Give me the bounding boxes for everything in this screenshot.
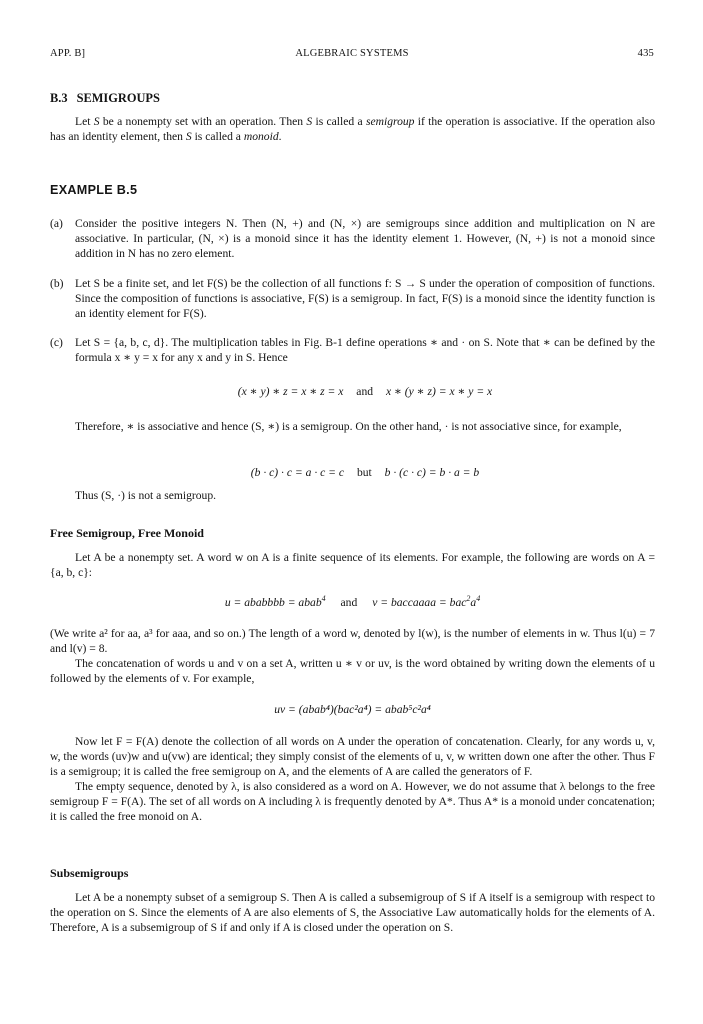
item-text: Consider the positive integers N. Then (N, +) and (N, ×) are semigroups since addition and multiplication on N are associative. In particular, (N, ×) is a monoid since it has the identity element 1. However, (N, +) is not a monoid since addition in N has no zero element. (75, 217, 655, 260)
equation-v: v = baccaaaa = bac (372, 596, 467, 609)
example-c-paragraph-3: Thus (S, ·) is not a semigroup. (75, 489, 217, 502)
paragraph-text: Let A be a nonempty subset of a semigroup S. Then A is called a subsemigroup of S if A itself is a semigroup with respect to the operation on S. Since the elements of A are also elements of S, the Associative Law automatically holds for the elements of A. Therefore, A is a subsemigroup of S if and only if A is closed under the operation on S. (50, 891, 655, 934)
example-item-b (50, 276, 655, 321)
term-monoid: monoid (243, 130, 279, 143)
equation-left: (x ∗ y) ∗ z = x ∗ z = x (237, 385, 344, 398)
item-text: Let S be a finite set, and let F(S) be the collection of all functions f: S → S under the operation of composition of functions. Since the composition of functions is associative, F(S) is a semigroup. In fact, F(S) is a monoid since the identity function is an identity element for F(S). (75, 277, 655, 320)
equation-non-associative (75, 465, 655, 480)
equation-connector: and (356, 385, 374, 398)
section-number: B.3 (50, 91, 68, 105)
example-item-c (50, 335, 655, 365)
page-number: 435 (637, 48, 654, 59)
paragraph-text: The empty sequence, denoted by λ, is also considered as a word on A. However, we do not assume that λ belongs to the free semigroup F = F(A). The set of all words on A including λ is frequently denoted by A*. Thus A* is a monoid under concatenation; it is called the free monoid on A. (50, 780, 655, 823)
subsection-subsemigroups-heading: Subsemigroups (50, 866, 129, 880)
header-appendix-label: APP. B] (50, 48, 86, 59)
running-header (50, 46, 654, 62)
paragraph-text: Now let F = F(A) denote the collection of all words on A under the operation of concatenation. Clearly, for any words u, v, w, the words (uv)w and u(vw) are identical; they simply consist of the elements of u, v, w written down one after the other. Thus F is a semigroup; it is called the free semigroup on A, and the elements of A are called the generators of F. (50, 735, 655, 778)
equation-u: u = ababbbb = abab (224, 596, 322, 609)
free-paragraph-1 (50, 550, 655, 580)
intro-text: if the operation is associative. If the operation also has an identity element, then (50, 115, 655, 143)
equation-connector: and (340, 596, 358, 609)
equation-v-tail: a (470, 596, 477, 609)
paragraph-text: Let A be a nonempty set. A word w on A is a finite sequence of its elements. For example, the following are words on A = {a, b, c}: (50, 551, 655, 579)
equation-concatenation: uv = (abab⁴)(bac²a⁴) = abab⁵c²a⁴ (274, 703, 431, 716)
intro-text: be a nonempty set with an operation. Then (99, 115, 307, 128)
equation-associative (75, 384, 655, 399)
equation-connector: but (356, 466, 372, 479)
free-paragraph-2 (50, 626, 655, 686)
item-label: (c) (50, 336, 63, 349)
equation-left: (b · c) · c = a · c = c (250, 466, 345, 479)
term-semigroup: semigroup (365, 115, 415, 128)
subsection-free-semigroup-heading: Free Semigroup, Free Monoid (50, 526, 204, 540)
header-chapter-title: ALGEBRAIC SYSTEMS (295, 48, 409, 59)
item-text: Let S = {a, b, c, d}. The multiplication tables in Fig. B-1 define operations ∗ and · on S. Note that ∗ can be defined by the formula x ∗ y = x for any x and y in S. Hence (75, 336, 655, 364)
intro-var: S (93, 115, 100, 128)
intro-paragraph (50, 114, 655, 144)
paragraph-text: (We write a² for aa, a³ for aaa, and so on.) The length of a word w, denoted by l(w), is the number of elements in w. Thus l(u) = 7 and l(v) = 8. (50, 627, 655, 655)
equation-right: b · (c · c) = b · a = b (384, 466, 480, 479)
intro-text: Let (75, 115, 94, 128)
equation-right: x ∗ (y ∗ z) = x ∗ y = x (385, 385, 493, 398)
subsemigroups-paragraph (50, 890, 655, 935)
exponent: 2 (466, 594, 471, 603)
intro-var: S (185, 130, 192, 143)
section-heading (50, 91, 160, 106)
intro-text: is called a (191, 130, 244, 143)
intro-text: is called a (312, 115, 366, 128)
section-title: SEMIGROUPS (76, 91, 160, 105)
free-paragraph-3 (50, 734, 655, 824)
exponent: 4 (321, 594, 326, 603)
intro-text: . (278, 130, 282, 143)
paragraph-text: The concatenation of words u and v on a set A, written u ∗ v or uv, is the word obtained by writing down the elements of u followed by the elements of v. For example, (50, 657, 655, 685)
exponent: 4 (476, 594, 481, 603)
item-label: (a) (50, 217, 63, 230)
item-label: (b) (50, 277, 64, 290)
example-c-paragraph-2: Therefore, ∗ is associative and hence (S, ∗) is a semigroup. On the other hand, · is not associative since, for example, (75, 420, 622, 433)
example-item-a (50, 216, 655, 261)
intro-var: S (306, 115, 313, 128)
equation-words (50, 595, 655, 610)
example-heading: EXAMPLE B.5 (50, 183, 138, 197)
